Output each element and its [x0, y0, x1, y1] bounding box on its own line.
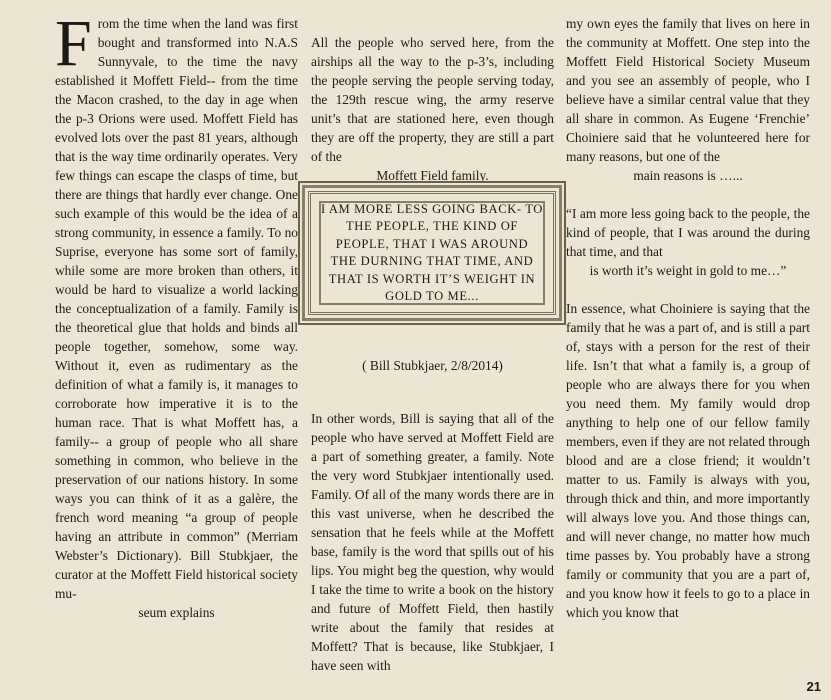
col2-body: All the people who served here, from the airships all the way to the p-3’s, including the people serving the people serving today, the 129th rescue wing, the army reserve unit’s that are stationed here, even though they are off the property, they are still a part of the — [311, 35, 554, 164]
col3-quote: “I am more less going back to the people, the kind of people, that I was around the during that time, and that — [566, 206, 810, 259]
drop-cap: F — [55, 7, 92, 80]
col1-body: rom the time when the land was first bought and transformed into N.A.S Sunnyvale, to the time the navy established it Moffett Field-- from the time the Macon crashed, to the day in age when the p-3 Orions were used. Moffett Field has evolved lots over the past 81 years, although that is the way time ordinarily operates. Very few things can escape the clasps of time, but there are things that hardly ever change. One such example of this would be the idea of a strong community, in essence a family. To no Suprise, everyone has some sort of family, while some are more broken than others, it would be hard to visualize a world lacking the conceptualization of a family. Family is the theoretical glue that holds and binds all people together, somehow, some way. Without it, even as rudimentary as the definition of what a family is, it manages to corroborate how imperative it is to the human race. That is what Moffett has, a family-- a group of people who all share something in common, who believe in the preservation of our nations history. In some ways you can think of it as a galère, the french word meaning “a group of people having an attribute in common” (Merriam Webster’s Dictionary). Bill Stubkjaer, the curator at the Moffett Field historical society mu- — [55, 16, 298, 601]
column-3 — [566, 14, 810, 622]
pull-quote-text: I AM MORE LESS GOING BACK- TO THE PEOPLE, THE KIND OF PEOPLE, THAT I WAS AROUND THE DURNING THAT TIME, AND THAT IS WORTH IT’S WEIGHT IN GOLD TO ME... — [321, 201, 543, 303]
col2-body-2: In other words, Bill is saying that all of the people who have served at Moffett Field are a part of something greater, a family. Note the very word Stubkjaer intentionally used. Family. Of all of the many words there are in this vast universe, when he described the sensation that he feels while at the Moffett base, family is the word that spills out of his lips. You might beg the question, why would I take the time to write a book on the history and future of Moffett Field, then hastily write about the family that resides at Moffett? That is because, like Stubkjaer, I have seen with — [311, 411, 554, 674]
col1-last-line: seum explains — [138, 605, 215, 620]
pull-quote-box — [308, 191, 556, 315]
pull-quote-inner-frame — [319, 201, 545, 305]
column-2-continued — [311, 396, 554, 689]
col2-last-line: Moffett Field family. — [376, 168, 489, 183]
quote-attribution: ( Bill Stubkjaer, 2/8/2014) — [362, 358, 503, 373]
page-number: 21 — [806, 679, 821, 694]
col3-body-1-last: main reasons is …... — [633, 168, 743, 183]
col3-quote-last: is worth it’s weight in gold to me…” — [589, 263, 787, 278]
col3-body-2: In essence, what Choiniere is saying that the family that he was a part of, and is still a part of, stays with a person for the rest of their life. Isn’t that what a family is, a group of people who are always there for you when you need them. My family would drop anything to help one of our fellow family members, even if they are not related through blood and are a close friend; it wouldn’t matter to us. Family is always with you, through thick and thin, and more importantly will always love you. And those things can, and will never change, no matter how much time passes by. You probably have a strong family or community that you are a part of, and you know how it feels to go to a place in which you know that — [566, 301, 810, 620]
column-1 — [55, 7, 298, 622]
col3-body-1: my own eyes the family that lives on here in the community at Moffett. One step into the Moffett Field Historical Society Museum and you see an assembly of people, who I believe have a similar central value that they all share in common. As Eugene ‘Frenchie’ Choiniere said that he volunteered here for many reasons, but one of the — [566, 16, 810, 164]
column-2 — [311, 33, 554, 185]
